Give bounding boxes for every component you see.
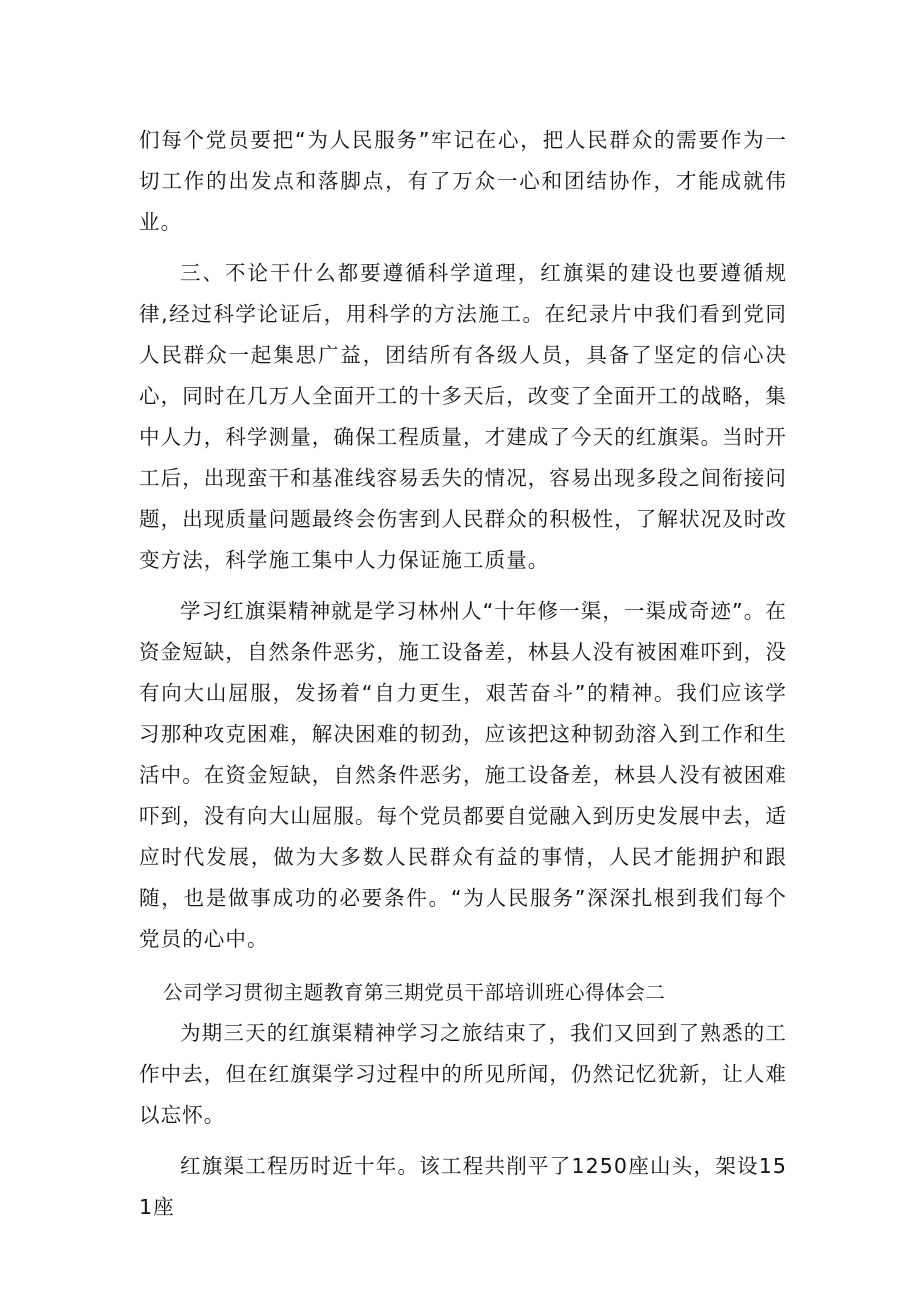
paragraph-study-trip: 为期三天的红旗渠精神学习之旅结束了，我们又回到了熟悉的工作中去，但在红旗渠学习过程中的所见所闻，仍然记忆犹新，让人难以忘怀。 <box>139 1021 787 1127</box>
paragraph-continuation: 们每个党员要把“为人民服务”牢记在心，把人民群众的需要作为一切工作的出发点和落脚点，有了万众一心和团结协作，才能成就伟业。 <box>139 128 787 234</box>
paragraph-project-facts: 红旗渠工程历时近十年。该工程共削平了1250座山头，架设151座 <box>139 1154 787 1219</box>
section-title: 公司学习贯彻主题教育第三期党员干部培训班心得体会二 <box>163 981 666 1004</box>
paragraph-hongqiqu-spirit: 学习红旗渠精神就是学习林州人“十年修一渠，一渠成奇迹”。在资金短缺，自然条件恶劣，施工设备差，林县人没有被困难吓到，没有向大山屈服，发扬着“自力更生，艰苦奋斗”的精神。我们应该学习那种攻克困难，解决困难的韧劲，应该把这种韧劲溶入到工作和生活中。在资金短缺，自然条件恶劣，施工设备差，林县人没有被困难吓到，没有向大山屈服。每个党员都要自觉融入到历史发展中去，适应时代发展，做为大多数人民群众有益的事情，人民才能拥护和跟随，也是做事成功的必要条件。“为人民服务”深深扎根到我们每个党员的心中。 <box>139 599 787 951</box>
document-body <box>139 120 787 1228</box>
paragraph-science-principle: 三、不论干什么都要遵循科学道理，红旗渠的建设也要遵循规律,经过科学论证后，用科学的方法施工。在纪录片中我们看到党同人民群众一起集思广益，团结所有各级人员，具备了坚定的信心决心，同时在几万人全面开工的十多天后，改变了全面开工的战略，集中人力，科学测量，确保工程质量，才建成了今天的红旗渠。当时开工后，出现蛮干和基准线容易丢失的情况，容易出现多段之间衔接问题，出现质量问题最终会伤害到人民群众的积极性，了解状况及时改变方法，科学施工集中人力保证施工质量。 <box>139 261 787 572</box>
